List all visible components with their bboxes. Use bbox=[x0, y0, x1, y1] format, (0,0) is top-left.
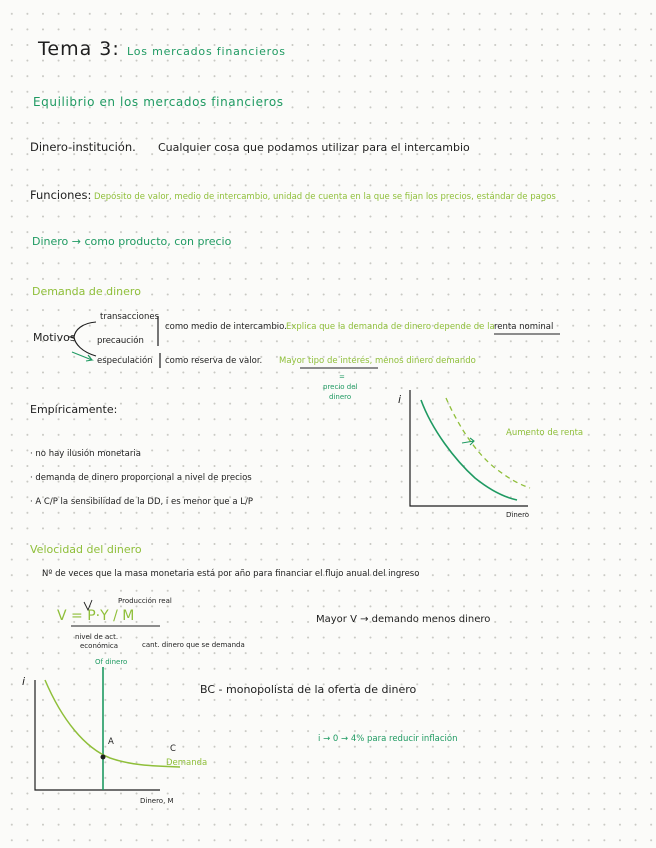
dinero-producto: Dinero → como producto, con precio bbox=[32, 235, 232, 248]
graph-oferta-demand-curve bbox=[45, 680, 180, 767]
graph-demand-axes bbox=[410, 390, 528, 506]
intercambio-note-emph: renta nominal bbox=[494, 322, 554, 332]
empiricamente-heading: Empíricamente: bbox=[30, 403, 118, 416]
section-equilibrio-heading: Equilibrio en los mercados financieros bbox=[33, 95, 284, 109]
bc-note: BC - monopolista de la oferta de dinero bbox=[200, 683, 417, 696]
funciones-lead: Funciones: bbox=[30, 188, 92, 202]
dinero-lead: Dinero-institución. bbox=[30, 140, 136, 154]
motivo-precaucion: precaución bbox=[97, 336, 144, 346]
graph-demand-x-label: Dinero bbox=[506, 511, 530, 519]
graph-oferta-demand-label: Demanda bbox=[166, 758, 208, 768]
nivel-note-line2: económica bbox=[80, 642, 119, 650]
graph-oferta-equilibrium-point bbox=[101, 755, 106, 760]
graph-oferta-supply-label: Of dinero bbox=[95, 658, 128, 666]
empiricamente-point-3: · A C/P la sensibilidad de la DD, i es menor que a L/P bbox=[30, 497, 253, 507]
precio-note-line2: dinero bbox=[329, 393, 352, 401]
formula-y-pointer bbox=[84, 600, 92, 610]
graph-oferta-point-a: A bbox=[108, 737, 114, 747]
valor-note-lead: como reserva de valor. bbox=[165, 356, 263, 366]
funciones-list: Depósito de valor, medio de intercambio, unidad de cuenta en la que se fijan los precios, estándar de pagos bbox=[94, 192, 556, 202]
demanda-heading: Demanda de dinero bbox=[32, 285, 141, 298]
valor-note-text: Mayor tipo de interés, menos dinero demando bbox=[279, 356, 476, 366]
graph-demand-shifted-curve bbox=[446, 398, 530, 488]
intercambio-note-text: Explica que la demanda de dinero depende de la bbox=[286, 322, 495, 332]
page-title-topic: Los mercados financieros bbox=[127, 45, 286, 58]
inflacion-note: i → 0 → 4% para reducir inflación bbox=[318, 734, 458, 744]
motivos-label: Motivos bbox=[33, 331, 76, 344]
empiricamente-point-2: · demanda de dinero proporcional a nivel de precios bbox=[30, 473, 252, 483]
precio-note-eq: = bbox=[339, 373, 345, 381]
cantidad-note: cant. dinero que se demanda bbox=[142, 641, 245, 649]
graph-oferta-point-c: C bbox=[170, 744, 176, 754]
mayor-v-note: Mayor V → demando menos dinero bbox=[316, 614, 491, 625]
velocidad-formula: V = P·Y / M bbox=[57, 608, 135, 624]
graph-demand-curve bbox=[421, 400, 517, 500]
graph-demand-y-label: i bbox=[398, 393, 402, 406]
dinero-definition: Cualquier cosa que podamos utilizar para el intercambio bbox=[158, 141, 470, 154]
produccion-note: Producción real bbox=[118, 597, 172, 605]
motivo-transacciones: transacciones bbox=[100, 312, 160, 322]
graph-demand-shift-label: Aumento de renta bbox=[506, 428, 584, 438]
velocidad-heading: Velocidad del dinero bbox=[30, 543, 142, 556]
motivo-especulacion: especulación bbox=[97, 356, 153, 366]
precio-note-line1: precio del bbox=[323, 383, 358, 391]
page-title-tema: Tema 3: bbox=[38, 38, 120, 60]
graph-oferta-axes bbox=[35, 680, 160, 790]
nivel-note-line1: nivel de act. bbox=[75, 633, 119, 641]
graph-oferta-y-label: i bbox=[22, 675, 26, 688]
velocidad-definition: Nº de veces que la masa monetaria está por año para financiar el flujo anual del ingreso bbox=[42, 569, 420, 579]
graph-demand-shift-arrow bbox=[462, 438, 474, 445]
intercambio-note-lead: como medio de intercambio. bbox=[165, 322, 287, 332]
graph-oferta-x-label: Dinero, M bbox=[140, 797, 174, 805]
motivos-brace bbox=[74, 322, 96, 356]
empiricamente-point-1: · no hay ilusión monetaria bbox=[30, 449, 141, 459]
